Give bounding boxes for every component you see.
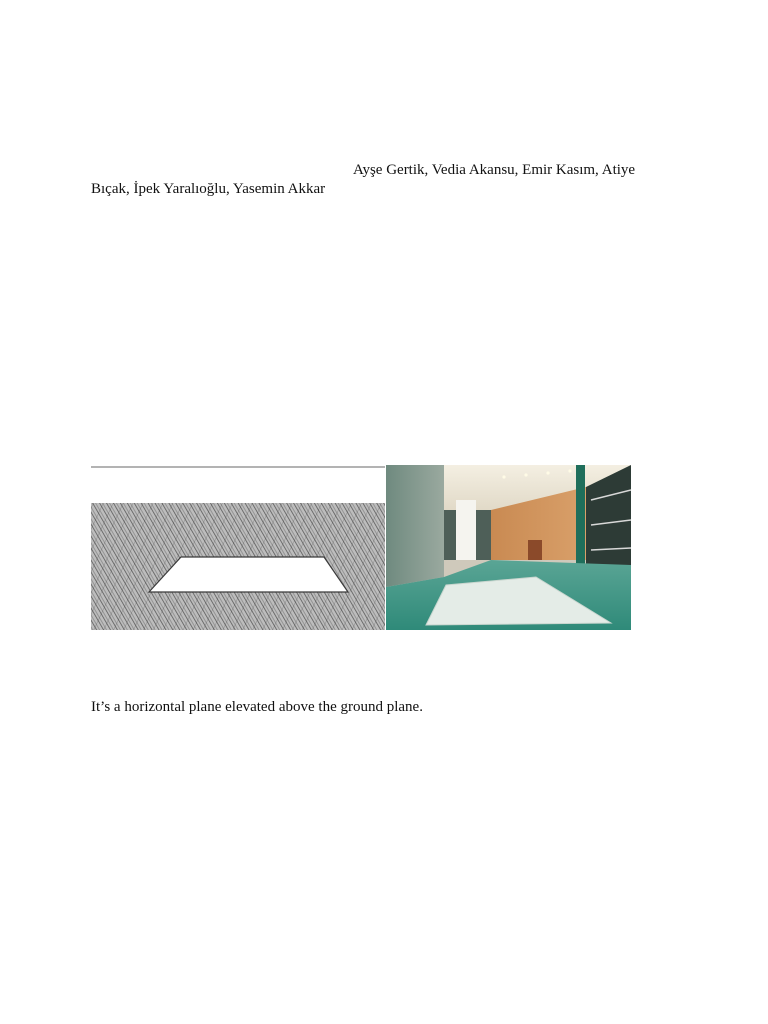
interior-photo (386, 465, 631, 630)
authors-line-2: Bıçak, İpek Yaralıoğlu, Yasemin Akkar (91, 181, 326, 197)
sketch-illustration (91, 465, 385, 630)
figure-elevated-plane (91, 465, 631, 630)
figure-caption: It’s a horizontal plane elevated above the ground plane. (91, 699, 423, 715)
authors-line-1: Ayşe Gertik, Vedia Akansu, Emir Kasım, Atiye (353, 162, 636, 178)
